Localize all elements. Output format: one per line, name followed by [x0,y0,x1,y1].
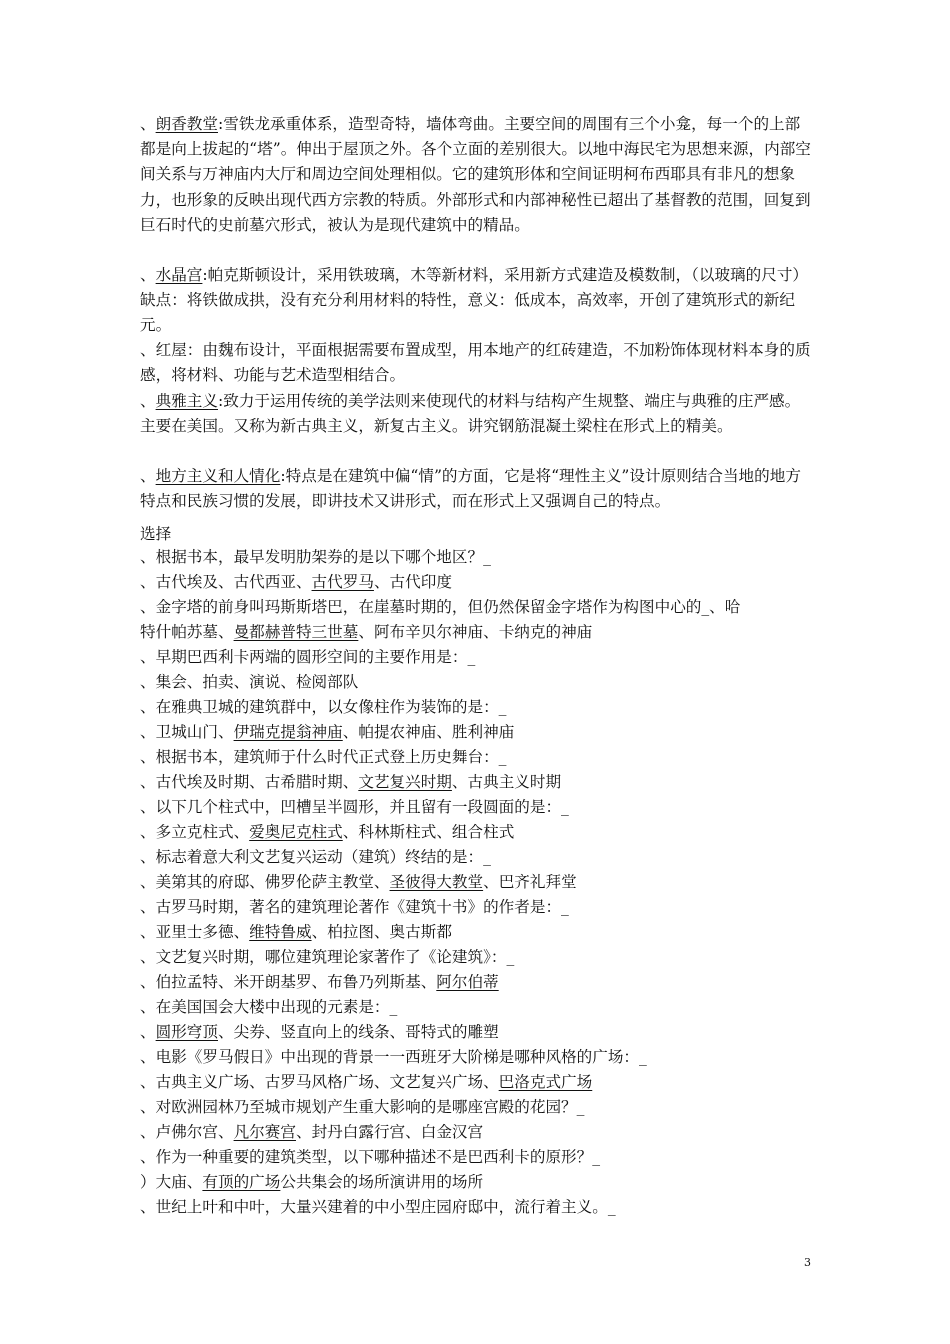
page-number: 3 [804,1256,811,1269]
question-line [140,796,569,818]
answer-underlined: 巴洛克式广场 [498,1073,593,1091]
question-text-rest: 、尖券、竖直向上的线条、哥特式的雕塑 [218,1023,499,1041]
answer-underlined: 圆形穹顶 [155,1023,218,1041]
question-text: ）大庙、 [140,1173,203,1191]
question-line [140,921,452,943]
question-line [140,1196,616,1218]
definition-paragraph [140,112,815,238]
question-line [140,646,475,668]
definition-text: :帕克斯顿设计，采用铁玻璃，木等新材料，采用新方式建造及模数制，（以玻璃的尺寸）缺点：将铁做成拱，没有充分利用材料的特性，意义：低成本，高效率，开创了建筑形式的新纪元。 [140,266,809,335]
question-line [140,871,577,893]
definition-term: 水晶宫 [155,266,203,284]
definition-term: 地方主义和人情化 [155,467,281,485]
definition-text: :致力于运用传统的美学法则来使现代的材料与结构产生规整、端庄与典雅的庄严感。主要在美国。又称为新古典主义，新复古主义。讲究钢筋混凝土梁柱在形式上的精美。 [140,392,801,436]
question-line [140,721,514,743]
question-text: 、根据书本，最早发明肋架券的是以下哪个地区？_ [140,548,491,566]
question-text: 、电影《罗马假日》中出现的背景一一西班牙大阶梯是哪种风格的广场：_ [140,1048,647,1066]
question-line [140,1046,647,1068]
definition-prefix: 、 [140,266,156,284]
section-title: 选择 [140,525,172,543]
question-text: 、 [140,1023,156,1041]
question-line [140,546,491,568]
answer-underlined: 伊瑞克提翁神庙 [233,723,343,741]
question-text: 、古典主义广场、古罗马风格广场、文艺复兴广场、 [140,1073,499,1091]
question-text-rest: 公共集会的场所演讲用的场所 [280,1173,484,1191]
question-line [140,896,569,918]
question-text: 、亚里士多德、 [140,923,250,941]
question-line [140,621,592,643]
question-line [140,1096,584,1118]
question-line [140,771,561,793]
question-text: 、伯拉孟特、米开朗基罗、布鲁乃列斯基、 [140,973,437,991]
question-line [140,821,514,843]
answer-underlined: 凡尔赛宫 [233,1123,296,1141]
answer-underlined: 古代罗马 [311,573,374,591]
question-text: 、古代埃及、古代西亚、 [140,573,312,591]
question-text-rest: 、古代印度 [373,573,452,591]
definition-paragraph [140,389,815,439]
question-line [140,596,740,618]
question-text: 、根据书本，建筑师于什么时代正式登上历史舞台：_ [140,748,507,766]
question-line [140,996,397,1018]
question-line [140,1121,483,1143]
definition-paragraph [140,338,815,388]
question-line [140,1171,483,1193]
question-text: 、古代埃及时期、古希腊时期、 [140,773,359,791]
definition-text: 红屋：由魏布设计，平面根据需要布置成型，用本地产的红砖建造，不加粉饰体现材料本身的质感，将材料、功能与艺术造型相结合。 [140,341,811,385]
question-text: 、标志着意大利文艺复兴运动（建筑）终结的是：_ [140,848,491,866]
question-text: 、古罗马时期，著名的建筑理论著作《建筑十书》的作者是：_ [140,898,569,916]
question-line [140,746,506,768]
definition-text: :雪铁龙承重体系，造型奇特，墙体弯曲。主要空间的周围有三个小龛，每一个的上部都是向上拔起的“塔”。伸出于屋顶之外。各个立面的差别很大。以地中海民宅为思想来源，内部空间关系与万神庙内大厅和周边空间处理相似。它的建筑形体和空间证明柯布西耶具有非凡的想象力，也形象的反映出现代西方宗教的特质。外部形式和内部神秘性已超出了基督教的范围，回复到巨石时代的史前墓穴形式，被认为是现代建筑中的精品。 [140,115,811,234]
question-text: 、对欧洲园林乃至城市规划产生重大影响的是哪座宫殿的花园？_ [140,1098,585,1116]
question-text-rest: 、封丹白露行宫、白金汉宫 [295,1123,484,1141]
question-line [140,671,358,693]
question-line [140,571,452,593]
definition-prefix: 、 [140,392,156,410]
definition-prefix: 、 [140,115,156,133]
question-text: 、卫城山门、 [140,723,234,741]
question-text: 特什帕苏墓、 [140,623,234,641]
question-text-rest: 、古典主义时期 [451,773,562,791]
question-text: 、金字塔的前身叫玛斯斯塔巴，在崖墓时期的，但仍然保留金字塔作为构图中心的_、哈 [140,598,741,616]
question-line [140,971,499,993]
answer-underlined: 文艺复兴时期 [358,773,452,791]
question-text-rest: 、阿布辛贝尔神庙、卡纳克的神庙 [358,623,593,641]
question-text: 、早期巴西利卡两端的圆形空间的主要作用是：_ [140,648,476,666]
question-text: 、以下几个柱式中，凹槽呈半圆形，并且留有一段圆面的是：_ [140,798,569,816]
question-text: 、在雅典卫城的建筑群中，以女像柱作为装饰的是：_ [140,698,507,716]
definition-paragraph [140,263,815,339]
definition-term: 朗香教堂 [155,115,218,133]
question-text: 、世纪上叶和中叶，大量兴建着的中小型庄园府邸中，流行着主义。_ [140,1198,616,1216]
question-text-rest: 、帕提农神庙、胜利神庙 [342,723,515,741]
answer-underlined: 有顶的广场 [202,1173,281,1191]
definition-text: :特点是在建筑中偏“情”的方面，它是将“理性主义”设计原则结合当地的地方特点和民族习惯的发展，即讲技术又讲形式，而在形式上又强调自己的特点。 [140,467,801,511]
definition-prefix: 、 [140,467,156,485]
question-text: 、在美国国会大楼中出现的元素是：_ [140,998,398,1016]
question-text: 、美第其的府邸、佛罗伦萨主教堂、 [140,873,390,891]
question-text: 、文艺复兴时期，哪位建筑理论家著作了《论建筑》：_ [140,948,515,966]
question-text: 、多立克柱式、 [140,823,250,841]
question-text-rest: 、柏拉图、奥古斯都 [311,923,452,941]
question-text: 、卢佛尔宫、 [140,1123,234,1141]
definition-prefix: 、 [140,341,156,359]
answer-underlined: 阿尔伯蒂 [436,973,499,991]
answer-underlined: 圣彼得大教堂 [389,873,484,891]
definition-term: 典雅主义 [155,392,218,410]
question-line [140,1021,499,1043]
question-line [140,696,506,718]
question-line [140,1071,592,1093]
answer-underlined: 爱奥尼克柱式 [249,823,343,841]
question-text: 、作为一种重要的建筑类型，以下哪种描述不是巴西利卡的原形？_ [140,1148,601,1166]
question-text: 、集会、拍卖、演说、检阅部队 [140,673,359,691]
question-line [140,1146,600,1168]
answer-underlined: 曼都赫普特三世墓 [233,623,359,641]
definition-paragraph [140,464,815,514]
question-line [140,946,514,968]
question-text-rest: 、科林斯柱式、组合柱式 [342,823,515,841]
question-text-rest: 、巴齐礼拜堂 [483,873,577,891]
answer-underlined: 维特鲁威 [249,923,312,941]
question-line [140,846,491,868]
